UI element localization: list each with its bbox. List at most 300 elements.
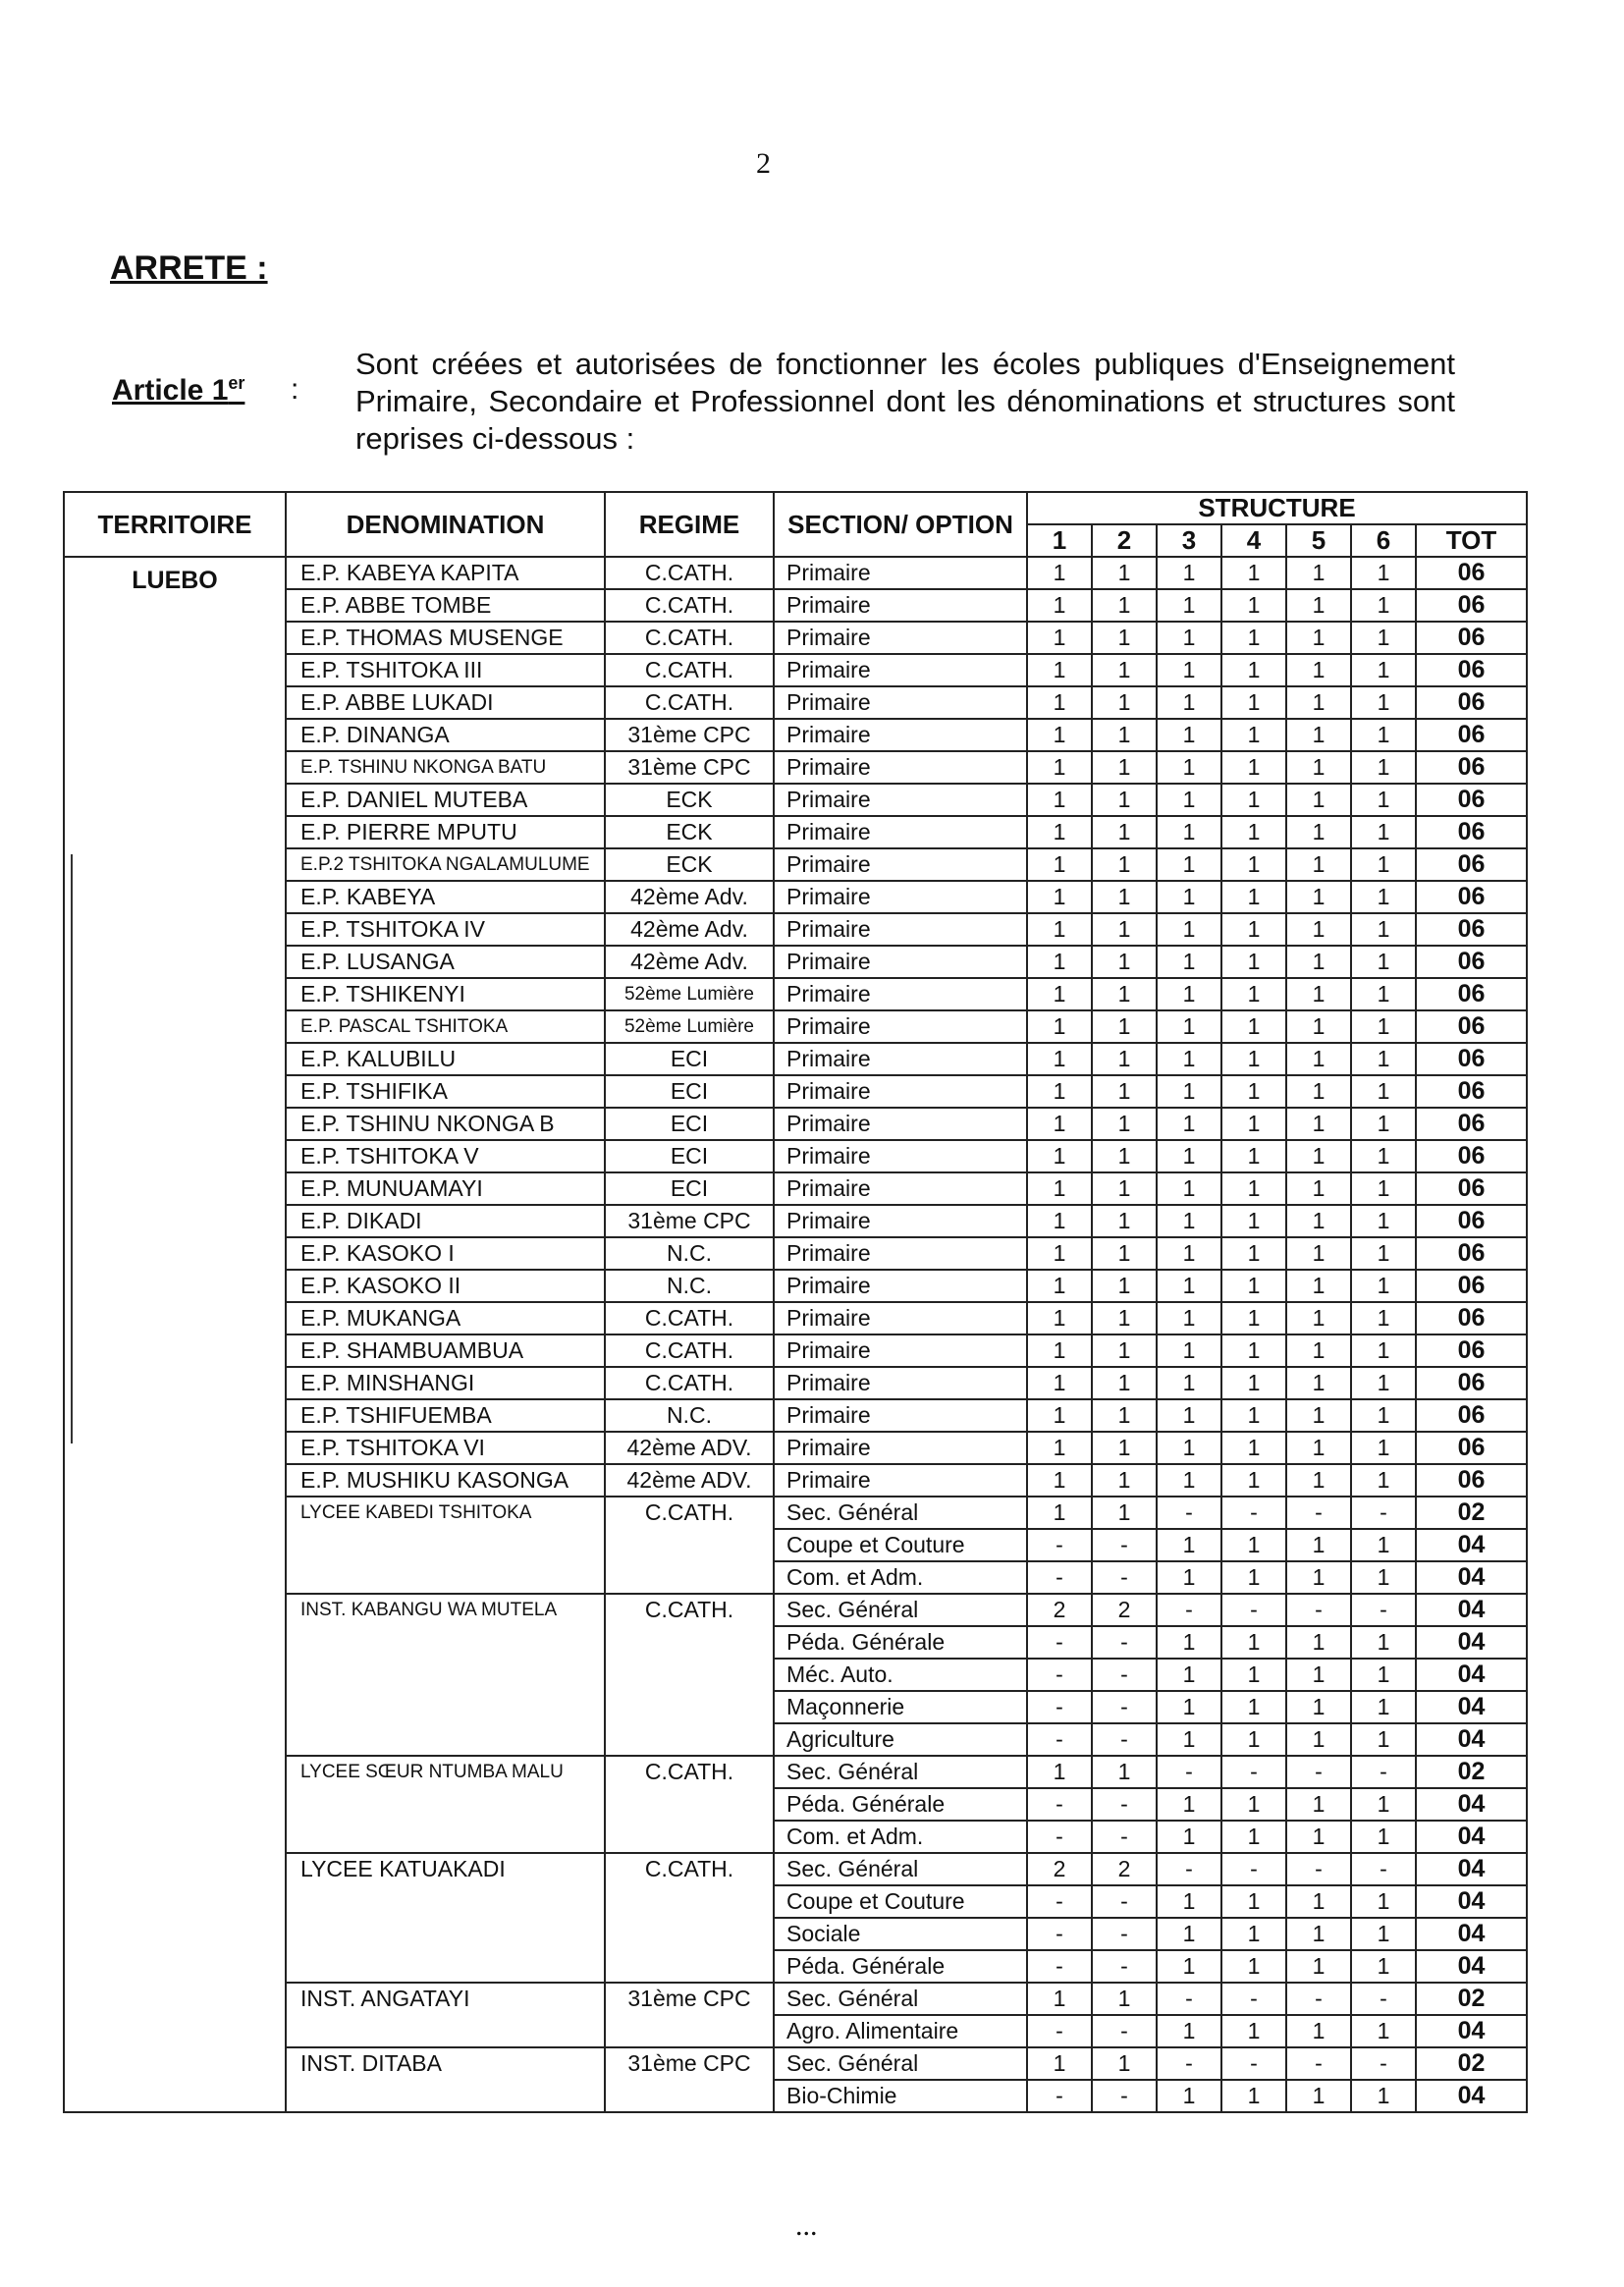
- structure-cell-5: -: [1286, 1594, 1351, 1626]
- structure-cell-1: 1: [1027, 1399, 1092, 1432]
- denomination-cell: E.P. DANIEL MUTEBA: [286, 784, 605, 816]
- structure-cell-6: 1: [1351, 1237, 1416, 1270]
- structure-cell-4: 1: [1221, 622, 1286, 654]
- structure-cell-2: 1: [1092, 622, 1157, 654]
- structure-cell-6: 1: [1351, 1302, 1416, 1334]
- total-cell: 06: [1416, 1464, 1527, 1497]
- regime-cell: C.CATH.: [605, 1853, 774, 1983]
- total-cell: 06: [1416, 784, 1527, 816]
- total-cell: 04: [1416, 1659, 1527, 1691]
- total-cell: 06: [1416, 881, 1527, 913]
- section-cell: Primaire: [774, 816, 1027, 848]
- regime-cell: 42ème ADV.: [605, 1432, 774, 1464]
- structure-cell-1: 1: [1027, 913, 1092, 946]
- total-cell: 06: [1416, 1237, 1527, 1270]
- total-cell: 06: [1416, 1108, 1527, 1140]
- structure-cell-2: 1: [1092, 1399, 1157, 1432]
- structure-cell-3: 1: [1157, 1950, 1221, 1983]
- structure-cell-1: 1: [1027, 1108, 1092, 1140]
- structure-cell-5: 1: [1286, 1788, 1351, 1821]
- structure-cell-4: 1: [1221, 2015, 1286, 2047]
- section-cell: Agro. Alimentaire: [774, 2015, 1027, 2047]
- structure-cell-2: 1: [1092, 1464, 1157, 1497]
- section-cell: Coupe et Couture: [774, 1529, 1027, 1561]
- structure-cell-4: -: [1221, 1497, 1286, 1529]
- denomination-cell: E.P. KABEYA KAPITA: [286, 557, 605, 589]
- structure-cell-2: -: [1092, 1821, 1157, 1853]
- structure-cell-3: 1: [1157, 1918, 1221, 1950]
- total-cell: 02: [1416, 1497, 1527, 1529]
- structure-cell-3: 1: [1157, 1659, 1221, 1691]
- structure-cell-6: 1: [1351, 1561, 1416, 1594]
- structure-cell-2: 1: [1092, 946, 1157, 978]
- structure-cell-1: 1: [1027, 1010, 1092, 1043]
- structure-cell-3: 1: [1157, 1205, 1221, 1237]
- denomination-cell: E.P. TSHINU NKONGA BATU: [286, 751, 605, 784]
- structure-cell-1: -: [1027, 1691, 1092, 1723]
- structure-cell-4: 1: [1221, 1464, 1286, 1497]
- structure-cell-6: 1: [1351, 1399, 1416, 1432]
- total-cell: 02: [1416, 1756, 1527, 1788]
- structure-cell-6: 1: [1351, 1659, 1416, 1691]
- structure-cell-4: -: [1221, 1853, 1286, 1885]
- header-section: SECTION/ OPTION: [774, 492, 1027, 557]
- structure-cell-4: 1: [1221, 1918, 1286, 1950]
- structure-cell-6: 1: [1351, 589, 1416, 622]
- structure-cell-2: 1: [1092, 1205, 1157, 1237]
- structure-cell-5: -: [1286, 2047, 1351, 2080]
- section-cell: Primaire: [774, 557, 1027, 589]
- regime-cell: 31ème CPC: [605, 1205, 774, 1237]
- section-cell: Bio-Chimie: [774, 2080, 1027, 2112]
- structure-cell-2: -: [1092, 1885, 1157, 1918]
- structure-cell-1: 1: [1027, 881, 1092, 913]
- structure-cell-4: 1: [1221, 1270, 1286, 1302]
- article-label-text: Article 1: [112, 374, 229, 407]
- total-cell: 06: [1416, 1205, 1527, 1237]
- structure-cell-2: 1: [1092, 784, 1157, 816]
- header-territoire: TERRITOIRE: [64, 492, 286, 557]
- total-cell: 04: [1416, 2080, 1527, 2112]
- denomination-cell: E.P. KASOKO II: [286, 1270, 605, 1302]
- structure-cell-4: -: [1221, 2047, 1286, 2080]
- total-cell: 06: [1416, 1043, 1527, 1075]
- total-cell: 02: [1416, 1983, 1527, 2015]
- section-cell: Primaire: [774, 589, 1027, 622]
- denomination-cell: LYCEE SŒUR NTUMBA MALU: [286, 1756, 605, 1853]
- structure-cell-4: -: [1221, 1594, 1286, 1626]
- structure-cell-4: 1: [1221, 1205, 1286, 1237]
- section-cell: Primaire: [774, 913, 1027, 946]
- structure-cell-2: 1: [1092, 881, 1157, 913]
- structure-cell-2: 1: [1092, 848, 1157, 881]
- structure-cell-2: 1: [1092, 751, 1157, 784]
- article-text: Sont créées et autorisées de fonctionner les écoles publiques d'Enseignement Primaire, Secondaire et Professionnel dont les dénominations et structures sont reprises ci-dessous :: [355, 347, 1455, 456]
- structure-cell-5: 1: [1286, 1205, 1351, 1237]
- structure-cell-6: 1: [1351, 719, 1416, 751]
- denomination-cell: INST. KABANGU WA MUTELA: [286, 1594, 605, 1756]
- header-col-5: 5: [1286, 524, 1351, 557]
- structure-cell-1: 1: [1027, 1172, 1092, 1205]
- denomination-cell: E.P. MINSHANGI: [286, 1367, 605, 1399]
- structure-cell-4: 1: [1221, 1723, 1286, 1756]
- section-cell: Primaire: [774, 784, 1027, 816]
- structure-cell-2: -: [1092, 1723, 1157, 1756]
- denomination-cell: INST. DITABA: [286, 2047, 605, 2112]
- section-cell: Sec. Général: [774, 1756, 1027, 1788]
- structure-cell-1: 1: [1027, 1464, 1092, 1497]
- structure-cell-6: 1: [1351, 978, 1416, 1010]
- structure-cell-4: 1: [1221, 1529, 1286, 1561]
- total-cell: 06: [1416, 913, 1527, 946]
- structure-cell-5: 1: [1286, 1334, 1351, 1367]
- denomination-cell: E.P. KASOKO I: [286, 1237, 605, 1270]
- structure-cell-1: -: [1027, 1918, 1092, 1950]
- denomination-cell: E.P. TSHIKENYI: [286, 978, 605, 1010]
- structure-cell-1: 1: [1027, 1432, 1092, 1464]
- structure-cell-2: 1: [1092, 978, 1157, 1010]
- structure-cell-2: 1: [1092, 1432, 1157, 1464]
- structure-cell-2: 1: [1092, 1108, 1157, 1140]
- structure-cell-6: -: [1351, 1497, 1416, 1529]
- structure-cell-6: 1: [1351, 1691, 1416, 1723]
- structure-cell-5: -: [1286, 1853, 1351, 1885]
- article-label-sup: er: [228, 373, 245, 393]
- total-cell: 06: [1416, 719, 1527, 751]
- structure-cell-2: -: [1092, 1918, 1157, 1950]
- structure-cell-5: -: [1286, 1497, 1351, 1529]
- total-cell: 06: [1416, 589, 1527, 622]
- structure-cell-2: 1: [1092, 1010, 1157, 1043]
- section-cell: Com. et Adm.: [774, 1821, 1027, 1853]
- structure-cell-1: 1: [1027, 848, 1092, 881]
- structure-cell-5: 1: [1286, 1302, 1351, 1334]
- total-cell: 04: [1416, 1723, 1527, 1756]
- structure-cell-2: 1: [1092, 1172, 1157, 1205]
- section-cell: Primaire: [774, 1140, 1027, 1172]
- structure-cell-3: 1: [1157, 1172, 1221, 1205]
- structure-cell-5: 1: [1286, 1918, 1351, 1950]
- structure-cell-3: 1: [1157, 1237, 1221, 1270]
- structure-cell-6: -: [1351, 1983, 1416, 2015]
- structure-cell-4: -: [1221, 1756, 1286, 1788]
- regime-cell: C.CATH.: [605, 1334, 774, 1367]
- structure-cell-3: 1: [1157, 1140, 1221, 1172]
- structure-cell-6: 1: [1351, 622, 1416, 654]
- structure-cell-5: 1: [1286, 1626, 1351, 1659]
- structure-cell-4: 1: [1221, 1334, 1286, 1367]
- structure-cell-2: -: [1092, 1561, 1157, 1594]
- structure-cell-6: 1: [1351, 848, 1416, 881]
- total-cell: 04: [1416, 1853, 1527, 1885]
- structure-cell-4: 1: [1221, 1885, 1286, 1918]
- structure-cell-4: 1: [1221, 1691, 1286, 1723]
- header-col-2: 2: [1092, 524, 1157, 557]
- structure-cell-5: 1: [1286, 1659, 1351, 1691]
- section-cell: Primaire: [774, 1108, 1027, 1140]
- structure-cell-6: 1: [1351, 1626, 1416, 1659]
- structure-cell-3: 1: [1157, 2015, 1221, 2047]
- header-regime: REGIME: [605, 492, 774, 557]
- structure-cell-3: 1: [1157, 978, 1221, 1010]
- structure-cell-6: -: [1351, 1756, 1416, 1788]
- structure-cell-4: 1: [1221, 1237, 1286, 1270]
- structure-cell-2: -: [1092, 1529, 1157, 1561]
- structure-cell-2: 1: [1092, 1270, 1157, 1302]
- structure-cell-6: 1: [1351, 816, 1416, 848]
- structure-cell-3: -: [1157, 1594, 1221, 1626]
- schools-table: [63, 491, 1528, 2113]
- structure-cell-3: 1: [1157, 1302, 1221, 1334]
- denomination-cell: LYCEE KABEDI TSHITOKA: [286, 1497, 605, 1594]
- footer-mark: ...: [795, 2209, 818, 2242]
- structure-cell-1: 1: [1027, 686, 1092, 719]
- structure-cell-6: 1: [1351, 1334, 1416, 1367]
- structure-cell-3: 1: [1157, 881, 1221, 913]
- regime-cell: 31ème CPC: [605, 2047, 774, 2112]
- total-cell: 06: [1416, 557, 1527, 589]
- total-cell: 06: [1416, 946, 1527, 978]
- structure-cell-4: 1: [1221, 719, 1286, 751]
- structure-cell-6: -: [1351, 1594, 1416, 1626]
- denomination-cell: E.P. DINANGA: [286, 719, 605, 751]
- structure-cell-4: 1: [1221, 1140, 1286, 1172]
- structure-cell-1: -: [1027, 1885, 1092, 1918]
- total-cell: 04: [1416, 2015, 1527, 2047]
- denomination-cell: E.P. MUKANGA: [286, 1302, 605, 1334]
- structure-cell-2: 1: [1092, 1983, 1157, 2015]
- denomination-cell: E.P. LUSANGA: [286, 946, 605, 978]
- structure-cell-1: -: [1027, 1561, 1092, 1594]
- structure-cell-5: 1: [1286, 1270, 1351, 1302]
- structure-cell-2: 1: [1092, 1140, 1157, 1172]
- section-cell: Primaire: [774, 848, 1027, 881]
- header-denomination: DENOMINATION: [286, 492, 605, 557]
- structure-cell-2: 1: [1092, 1497, 1157, 1529]
- header-col-3: 3: [1157, 524, 1221, 557]
- section-cell: Méc. Auto.: [774, 1659, 1027, 1691]
- structure-cell-6: 1: [1351, 1043, 1416, 1075]
- structure-cell-1: -: [1027, 1626, 1092, 1659]
- structure-cell-2: -: [1092, 1788, 1157, 1821]
- structure-cell-1: 1: [1027, 1043, 1092, 1075]
- structure-cell-3: 1: [1157, 1432, 1221, 1464]
- structure-cell-3: 1: [1157, 2080, 1221, 2112]
- denomination-cell: E.P. TSHINU NKONGA B: [286, 1108, 605, 1140]
- territoire-cell: LUEBO: [64, 557, 286, 2112]
- section-cell: Maçonnerie: [774, 1691, 1027, 1723]
- regime-cell: 42ème ADV.: [605, 1464, 774, 1497]
- structure-cell-1: -: [1027, 1659, 1092, 1691]
- structure-cell-5: 1: [1286, 1529, 1351, 1561]
- regime-cell: 42ème Adv.: [605, 881, 774, 913]
- structure-cell-1: -: [1027, 1950, 1092, 1983]
- regime-cell: ECI: [605, 1108, 774, 1140]
- structure-cell-4: 1: [1221, 654, 1286, 686]
- total-cell: 04: [1416, 1594, 1527, 1626]
- regime-cell: ECK: [605, 784, 774, 816]
- structure-cell-6: 1: [1351, 1367, 1416, 1399]
- total-cell: 06: [1416, 1334, 1527, 1367]
- structure-cell-4: 1: [1221, 978, 1286, 1010]
- regime-cell: 52ème Lumière: [605, 978, 774, 1010]
- regime-cell: ECK: [605, 816, 774, 848]
- structure-cell-5: 1: [1286, 1108, 1351, 1140]
- total-cell: 04: [1416, 1529, 1527, 1561]
- structure-cell-1: -: [1027, 2080, 1092, 2112]
- structure-cell-5: -: [1286, 1983, 1351, 2015]
- total-cell: 06: [1416, 1302, 1527, 1334]
- total-cell: 04: [1416, 1918, 1527, 1950]
- section-cell: Primaire: [774, 686, 1027, 719]
- structure-cell-6: 1: [1351, 1950, 1416, 1983]
- denomination-cell: INST. ANGATAYI: [286, 1983, 605, 2047]
- structure-cell-5: 1: [1286, 784, 1351, 816]
- structure-cell-3: 1: [1157, 1043, 1221, 1075]
- regime-cell: C.CATH.: [605, 1302, 774, 1334]
- structure-cell-2: -: [1092, 1950, 1157, 1983]
- structure-cell-6: 1: [1351, 1529, 1416, 1561]
- structure-cell-6: 1: [1351, 2080, 1416, 2112]
- structure-cell-2: 2: [1092, 1853, 1157, 1885]
- structure-cell-6: 1: [1351, 686, 1416, 719]
- structure-cell-2: 1: [1092, 2047, 1157, 2080]
- structure-cell-3: 1: [1157, 1075, 1221, 1108]
- structure-cell-3: -: [1157, 1756, 1221, 1788]
- structure-cell-3: 1: [1157, 1561, 1221, 1594]
- structure-cell-4: 1: [1221, 1108, 1286, 1140]
- structure-cell-2: 1: [1092, 913, 1157, 946]
- structure-cell-5: 1: [1286, 2080, 1351, 2112]
- structure-cell-5: 1: [1286, 1075, 1351, 1108]
- structure-cell-4: 1: [1221, 1043, 1286, 1075]
- section-cell: Primaire: [774, 1302, 1027, 1334]
- structure-cell-6: 1: [1351, 1432, 1416, 1464]
- structure-cell-2: 1: [1092, 1367, 1157, 1399]
- section-cell: Primaire: [774, 1334, 1027, 1367]
- denomination-cell: E.P. THOMAS MUSENGE: [286, 622, 605, 654]
- page-number: 2: [756, 147, 771, 180]
- structure-cell-5: 1: [1286, 1367, 1351, 1399]
- structure-cell-1: 1: [1027, 1075, 1092, 1108]
- regime-cell: 52ème Lumière: [605, 1010, 774, 1043]
- section-cell: Sociale: [774, 1918, 1027, 1950]
- total-cell: 06: [1416, 1399, 1527, 1432]
- structure-cell-2: 1: [1092, 1043, 1157, 1075]
- structure-cell-1: -: [1027, 1788, 1092, 1821]
- total-cell: 04: [1416, 1821, 1527, 1853]
- structure-cell-2: 1: [1092, 1075, 1157, 1108]
- structure-cell-2: 2: [1092, 1594, 1157, 1626]
- structure-cell-3: 1: [1157, 1626, 1221, 1659]
- structure-cell-4: 1: [1221, 1561, 1286, 1594]
- section-cell: Primaire: [774, 1043, 1027, 1075]
- denomination-cell: E.P. KALUBILU: [286, 1043, 605, 1075]
- structure-cell-5: 1: [1286, 1950, 1351, 1983]
- total-cell: 06: [1416, 1140, 1527, 1172]
- regime-cell: N.C.: [605, 1399, 774, 1432]
- structure-cell-6: 1: [1351, 1205, 1416, 1237]
- denomination-cell: E.P. TSHITOKA IV: [286, 913, 605, 946]
- regime-cell: 42ème Adv.: [605, 913, 774, 946]
- structure-cell-3: 1: [1157, 654, 1221, 686]
- denomination-cell: E.P. TSHITOKA V: [286, 1140, 605, 1172]
- regime-cell: 31ème CPC: [605, 1983, 774, 2047]
- structure-cell-6: 1: [1351, 913, 1416, 946]
- structure-cell-2: 1: [1092, 557, 1157, 589]
- structure-cell-5: 1: [1286, 913, 1351, 946]
- structure-cell-4: 1: [1221, 1788, 1286, 1821]
- structure-cell-2: 1: [1092, 719, 1157, 751]
- regime-cell: ECI: [605, 1043, 774, 1075]
- structure-cell-1: 1: [1027, 816, 1092, 848]
- structure-cell-3: 1: [1157, 913, 1221, 946]
- section-cell: Primaire: [774, 654, 1027, 686]
- structure-cell-3: 1: [1157, 751, 1221, 784]
- structure-cell-3: 1: [1157, 1723, 1221, 1756]
- total-cell: 06: [1416, 622, 1527, 654]
- section-cell: Sec. Général: [774, 1594, 1027, 1626]
- denomination-cell: E.P. ABBE LUKADI: [286, 686, 605, 719]
- structure-cell-1: -: [1027, 1821, 1092, 1853]
- structure-cell-5: 1: [1286, 1043, 1351, 1075]
- structure-cell-4: 1: [1221, 881, 1286, 913]
- structure-cell-1: 1: [1027, 946, 1092, 978]
- denomination-cell: LYCEE KATUAKADI: [286, 1853, 605, 1983]
- structure-cell-3: -: [1157, 1983, 1221, 2015]
- section-cell: Péda. Générale: [774, 1788, 1027, 1821]
- total-cell: 06: [1416, 1172, 1527, 1205]
- structure-cell-6: 1: [1351, 784, 1416, 816]
- section-cell: Primaire: [774, 1075, 1027, 1108]
- structure-cell-4: 1: [1221, 1821, 1286, 1853]
- structure-cell-1: 2: [1027, 1853, 1092, 1885]
- section-cell: Primaire: [774, 1399, 1027, 1432]
- table-body: [64, 557, 1527, 2112]
- regime-cell: ECI: [605, 1140, 774, 1172]
- structure-cell-6: -: [1351, 2047, 1416, 2080]
- regime-cell: 42ème Adv.: [605, 946, 774, 978]
- total-cell: 04: [1416, 1626, 1527, 1659]
- total-cell: 06: [1416, 1367, 1527, 1399]
- total-cell: 06: [1416, 978, 1527, 1010]
- structure-cell-1: 1: [1027, 2047, 1092, 2080]
- structure-cell-3: 1: [1157, 557, 1221, 589]
- section-cell: Primaire: [774, 1010, 1027, 1043]
- structure-cell-2: -: [1092, 1626, 1157, 1659]
- total-cell: 04: [1416, 1950, 1527, 1983]
- structure-cell-5: 1: [1286, 622, 1351, 654]
- structure-cell-5: 1: [1286, 1561, 1351, 1594]
- section-cell: Primaire: [774, 1464, 1027, 1497]
- article-label: [112, 373, 244, 408]
- structure-cell-3: 1: [1157, 1108, 1221, 1140]
- structure-cell-6: 1: [1351, 1723, 1416, 1756]
- structure-cell-6: 1: [1351, 1788, 1416, 1821]
- regime-cell: C.CATH.: [605, 1367, 774, 1399]
- structure-cell-4: 1: [1221, 1302, 1286, 1334]
- structure-cell-5: 1: [1286, 1140, 1351, 1172]
- section-cell: Péda. Générale: [774, 1626, 1027, 1659]
- structure-cell-3: 1: [1157, 1399, 1221, 1432]
- section-cell: Primaire: [774, 1205, 1027, 1237]
- structure-cell-5: 1: [1286, 557, 1351, 589]
- section-cell: Péda. Générale: [774, 1950, 1027, 1983]
- denomination-cell: E.P. MUNUAMAYI: [286, 1172, 605, 1205]
- structure-cell-5: 1: [1286, 751, 1351, 784]
- regime-cell: ECI: [605, 1172, 774, 1205]
- structure-cell-6: 1: [1351, 557, 1416, 589]
